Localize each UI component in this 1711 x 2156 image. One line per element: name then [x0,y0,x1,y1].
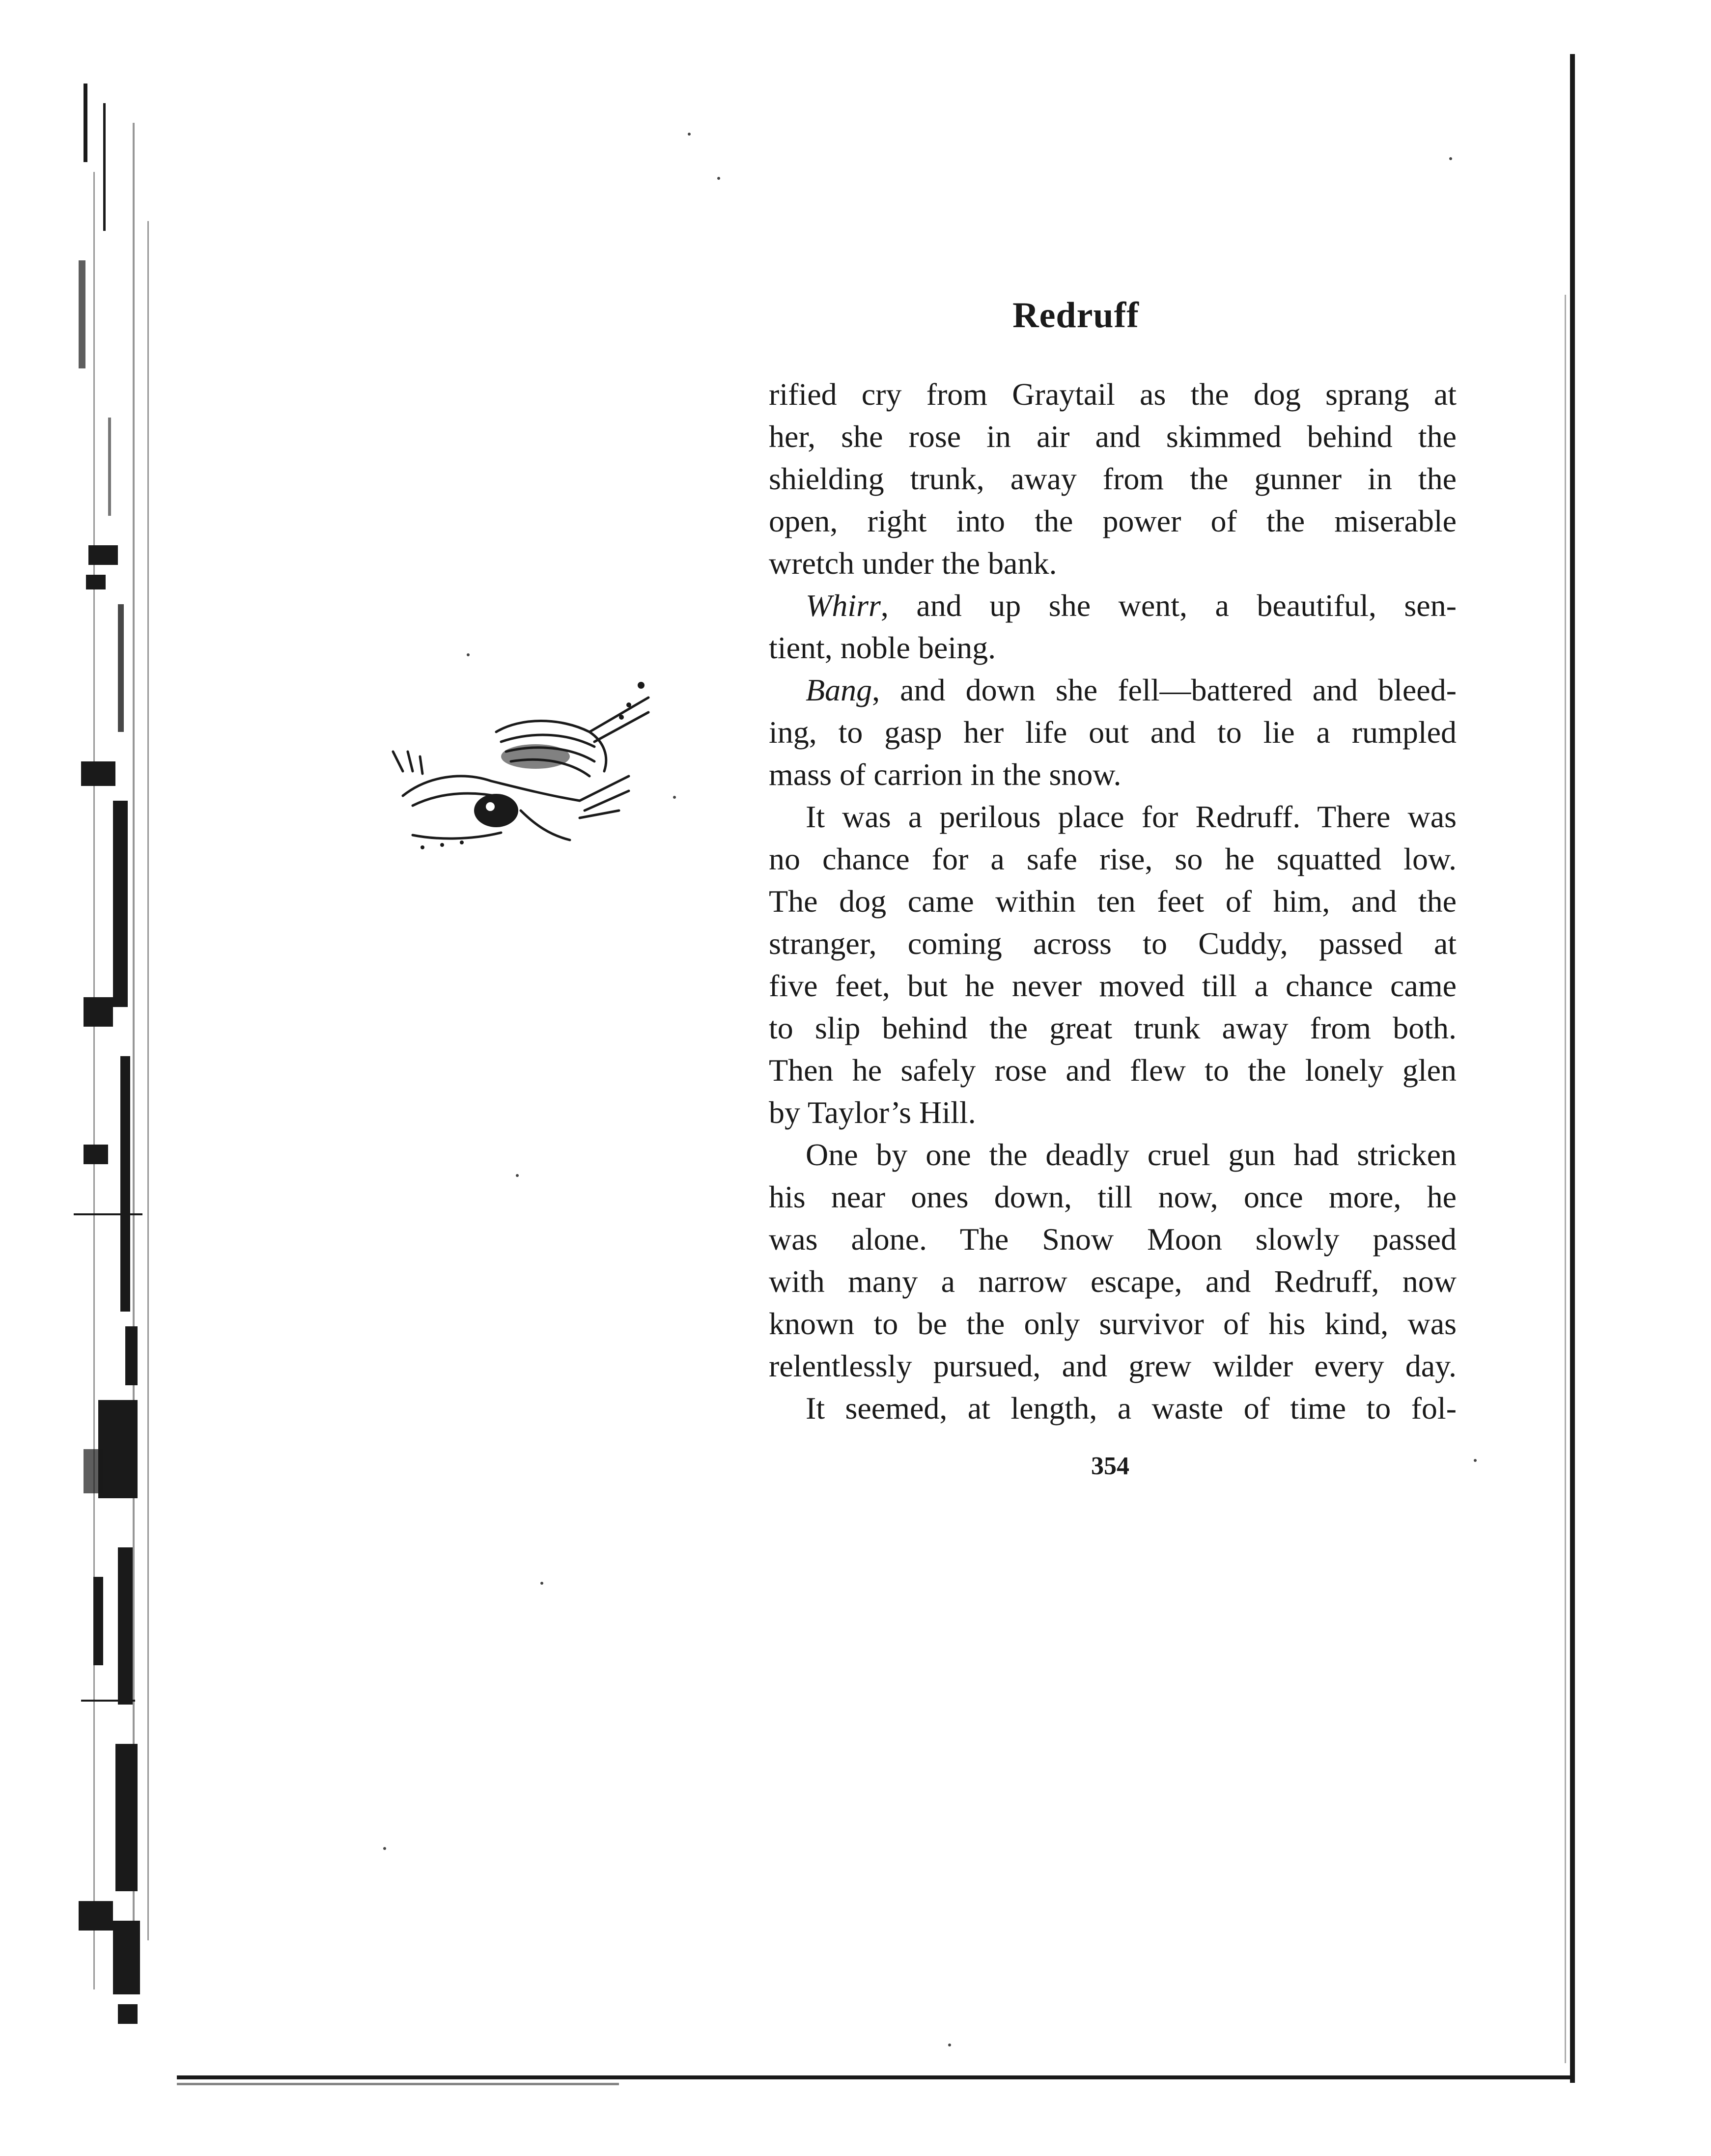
dust-speck [467,653,470,656]
page-number: 354 [1091,1452,1129,1480]
dust-speck [688,133,691,136]
dust-speck [383,1847,386,1850]
dust-speck [516,1174,519,1177]
italic-word: Bang [806,672,872,707]
text-line: The dog came within ten feet of him, and the [769,884,1457,919]
running-head: Redruff [1012,295,1139,336]
text-line: open, right into the power of the miserable [769,504,1457,538]
text-line: five feet, but he never moved till a chance came [769,968,1457,1003]
text-line: with many a narrow escape, and Redruff, now [769,1264,1457,1299]
scan-bottom-shadow [177,2083,619,2085]
text-line: It seemed, at length, a waste of time to fol- [806,1391,1457,1426]
text-line: ing, to gasp her life out and to lie a rumpled [769,715,1457,750]
grouse-in-flight-icon [373,678,663,860]
italic-word: Whirr [806,588,881,623]
scan-right-shadow [1565,295,1566,2063]
scan-edge-noise [74,74,196,2048]
text-line: It was a perilous place for Redruff. There was [806,799,1457,834]
text-line: mass of carrion in the snow. [769,757,1122,792]
scan-bottom-edge [177,2075,1574,2079]
dust-speck [717,177,720,180]
text-line: wretch under the bank. [769,546,1057,581]
text-line: relentlessly pursued, and grew wilder every day. [769,1348,1457,1383]
text-line: her, she rose in air and skimmed behind the [769,419,1457,454]
dust-speck [673,796,676,799]
dust-speck [540,1582,543,1585]
dust-speck [948,2044,951,2046]
text-line: rified cry from Graytail as the dog sprang at [769,377,1457,412]
dust-speck [1474,1459,1477,1462]
text-line: to slip behind the great trunk away from both. [769,1010,1457,1045]
scan-right-edge [1570,54,1575,2083]
text-line: One by one the deadly cruel gun had stricken [806,1137,1457,1172]
text-line: shielding trunk, away from the gunner in the [769,461,1457,496]
text-line-bang [769,669,1457,711]
text-line: tient, noble being. [769,630,996,665]
text-line: no chance for a safe rise, so he squatted low. [769,841,1457,876]
body-text [769,373,1457,1429]
text-line: Then he safely rose and flew to the lonely glen [769,1053,1457,1088]
dust-speck [1449,157,1452,160]
text-line-whirr [769,585,1457,627]
text-fragment: , and up she went, a beautiful, sen- [880,588,1457,623]
text-line: known to be the only survivor of his kind, was [769,1306,1457,1341]
text-fragment: , and down she fell—battered and bleed- [872,672,1457,707]
text-line: by Taylor’s Hill. [769,1095,976,1130]
text-line: stranger, coming across to Cuddy, passed at [769,926,1457,961]
text-line: his near ones down, till now, once more, he [769,1179,1457,1214]
text-line: was alone. The Snow Moon slowly passed [769,1222,1457,1257]
